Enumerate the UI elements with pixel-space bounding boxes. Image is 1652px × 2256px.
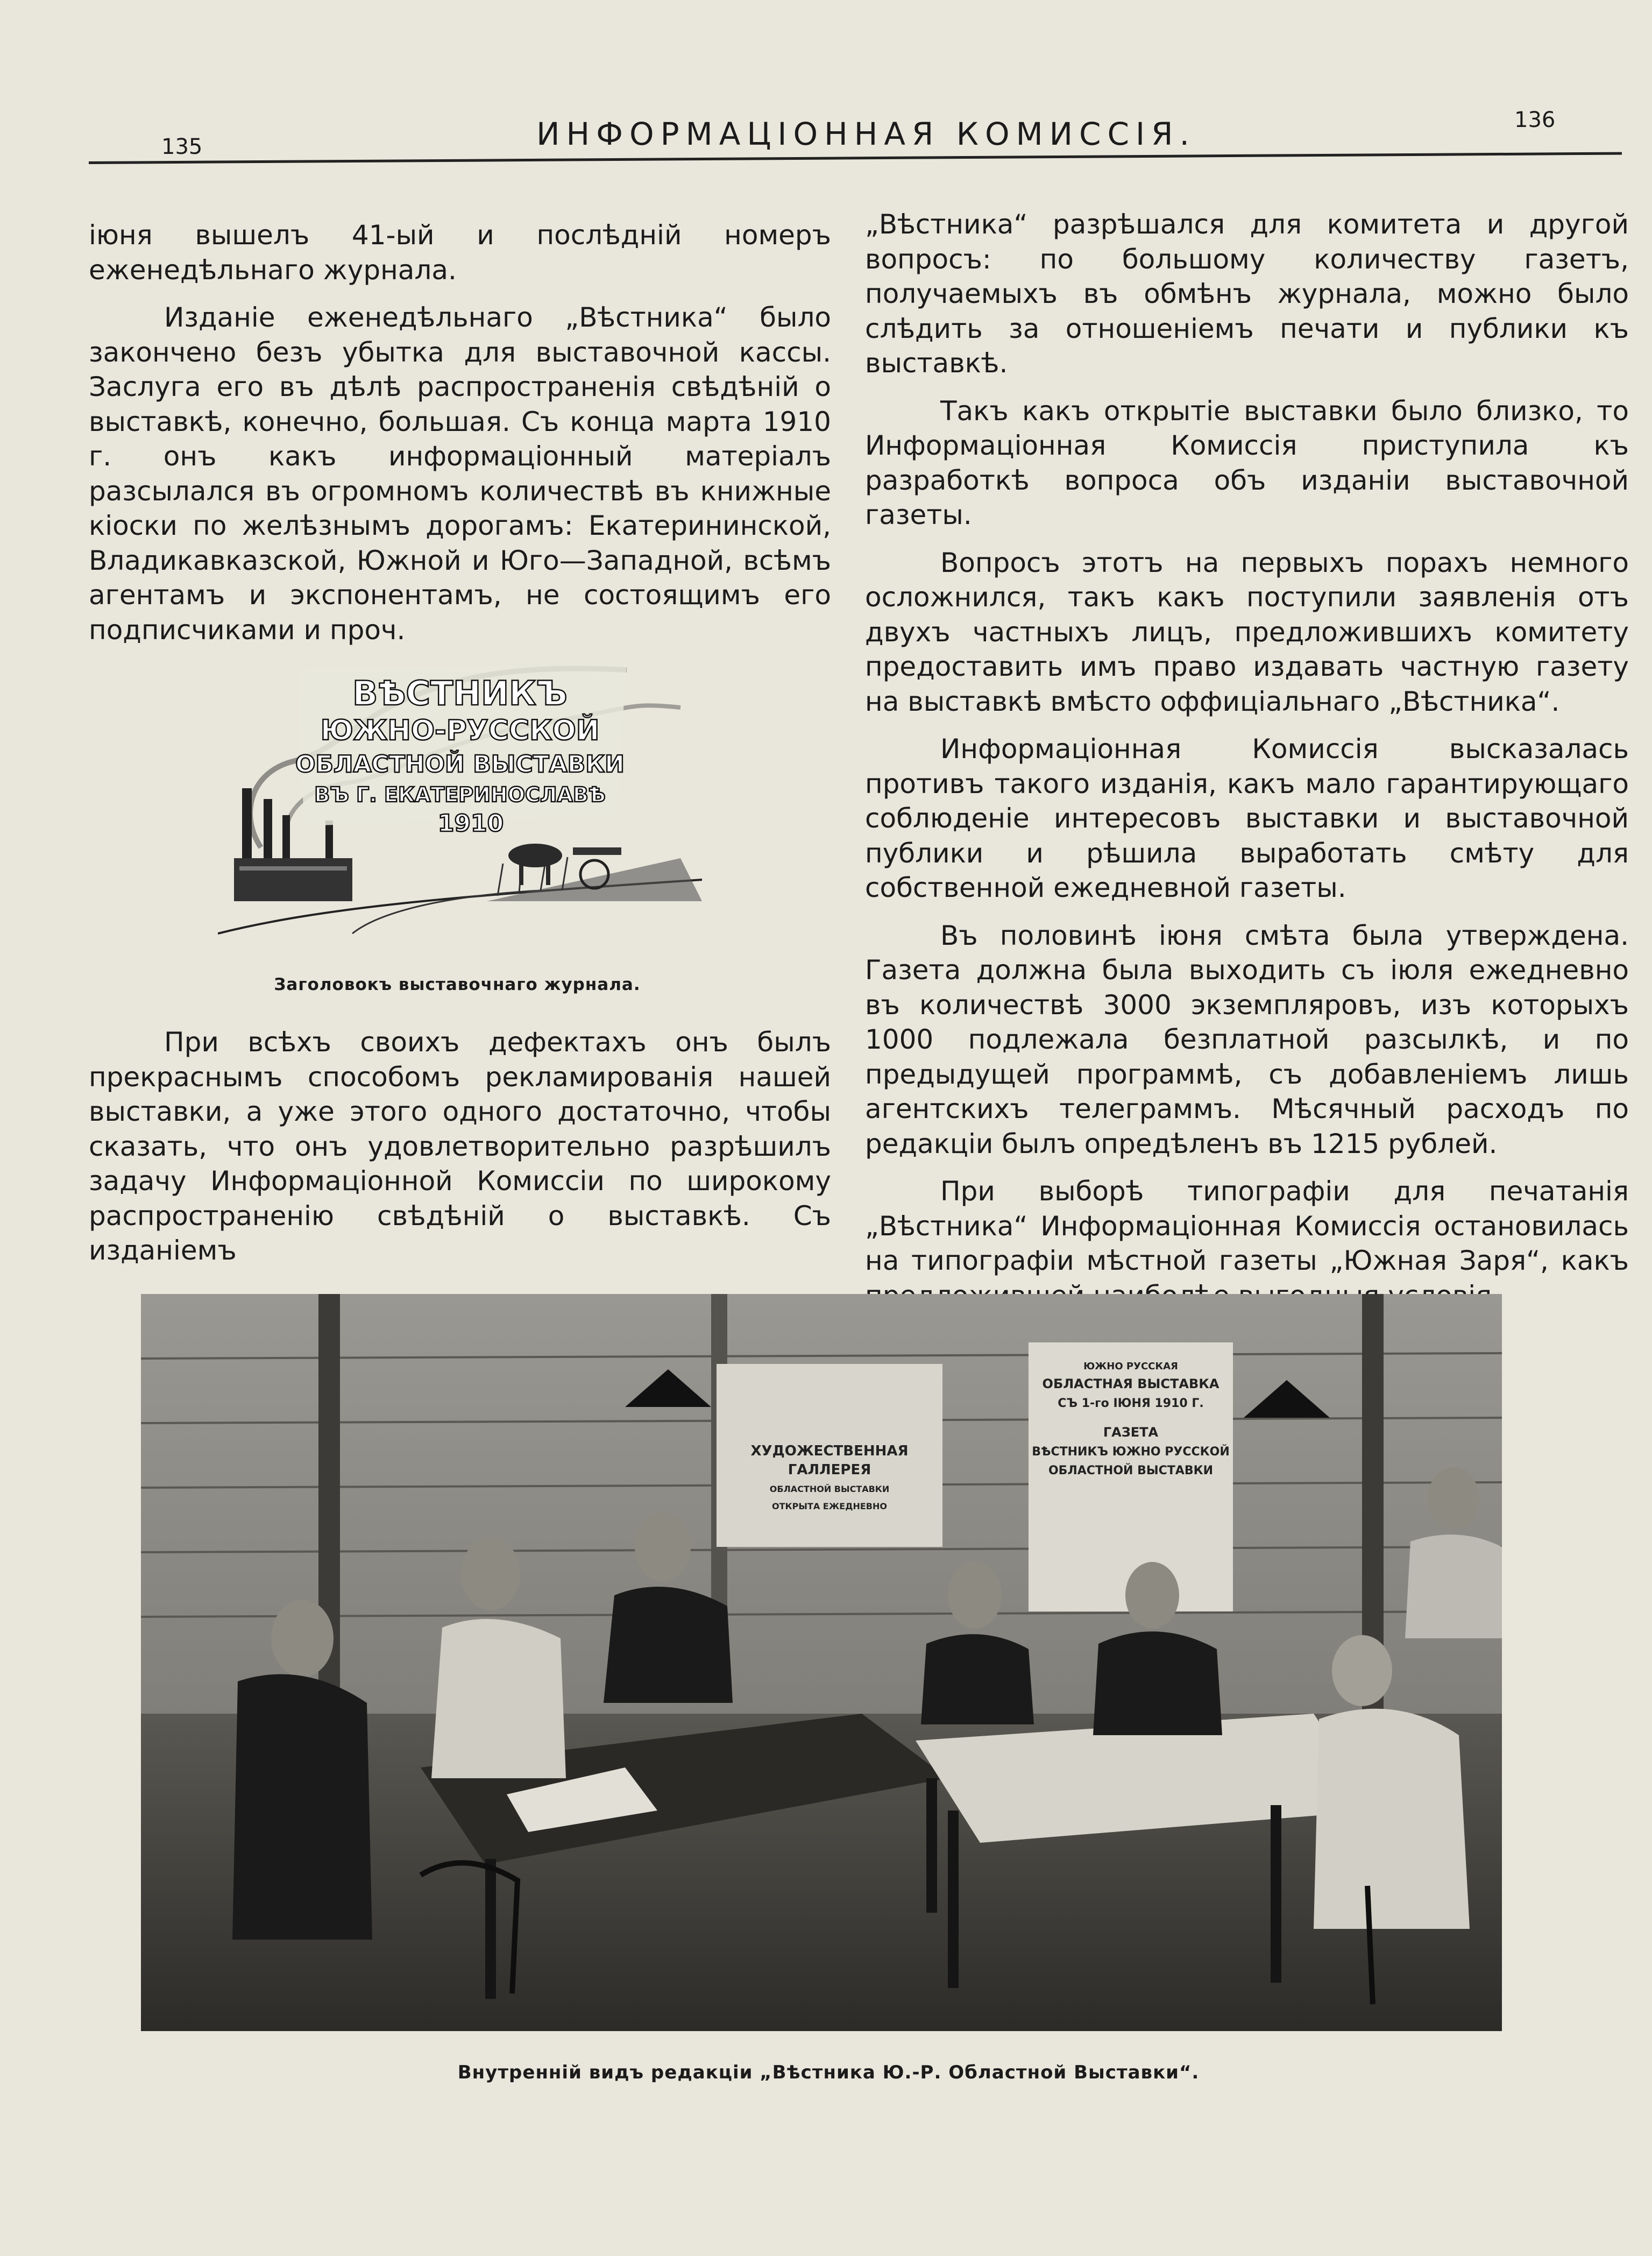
masthead-line: ВЪ Г. ЕКАТЕРИНОСЛАВѢ [314, 783, 606, 807]
masthead-caption: Заголовокъ выставочнаго журнала. [274, 975, 641, 994]
header-rule [89, 152, 1622, 164]
right-column [865, 207, 1629, 1313]
paragraph: При всѣхъ своихъ дефектахъ онъ былъ прекраснымъ способомъ рекламированія нашей выставки, а уже этого одного достаточно, чтобы сказать, что онъ удовлетворительно разрѣшилъ задачу Информаціонной Комиссіи по широкому распространенію свѣдѣній о выставкѣ. Съ изданіемъ [89, 1027, 831, 1266]
paragraph: Такъ какъ открытіе выставки было близко, то Информаціонная Комиссія приступила къ разработкѣ вопроса объ изданіи выставочной газеты. [865, 395, 1629, 531]
page-number-left: 135 [161, 135, 203, 159]
poster-line: ОБЛАСТНОЙ ВЫСТАВКИ [1048, 1464, 1214, 1477]
left-column-top [89, 218, 831, 647]
paragraph: При выборѣ типографіи для печатанія „Вѣстника“ Информаціонная Комиссія остановилась на типографіи мѣстной газеты „Южная Заря“, какъ [865, 1176, 1629, 1276]
paragraph: іюня вышелъ 41-ый и послѣдній номеръ еженедѣльнаго журнала. [89, 220, 831, 286]
paragraph: Информаціонная Комиссія высказалась противъ такого изданія, какъ мало гарантирующаго соблюденіе интересовъ выставки и выставочной публики и рѣшила выработать смѣту для собственной ежедневной газеты. [865, 733, 1629, 903]
masthead-line: ЮЖНО-РУССКОЙ [320, 715, 600, 747]
running-title: ИНФОРМАЦІОННАЯ КОМИССІЯ. [536, 116, 1196, 152]
office-photograph [141, 1294, 1502, 2031]
poster-line: ГАЛЛЕРЕЯ [788, 1462, 871, 1478]
photo-caption: Внутренній видъ редакціи „Вѣстника Ю.-Р. Областной Выставки“. [457, 2062, 1200, 2083]
poster-line: ВѢСТНИКЪ ЮЖНО РУССКОЙ [1032, 1445, 1230, 1459]
paragraph: Изданіе еженедѣльнаго „Вѣстника“ было закончено безъ убытка для выставочной кассы. Заслуга его въ дѣлѣ распространенія свѣдѣній о выставкѣ, конечно, большая. Съ конца марта 1910 г. онъ какъ информаціонный матеріалъ разсылался въ огромномъ количествѣ въ книжные кіоски по желѣзнымъ дорогамъ: Екатерининской, Владикавказской, Южной и Юго—Западной, всѣмъ агентамъ и экспонентамъ, не состоящимъ его подписчиками и проч. [89, 302, 831, 646]
poster-line: ОТКРЫТА ЕЖЕДНЕВНО [772, 1501, 887, 1511]
masthead-line: 1910 [437, 810, 504, 837]
masthead-line: ОБЛАСТНОЙ ВЫСТАВКИ [295, 751, 625, 778]
paragraph: Вопросъ этотъ на первыхъ порахъ немного осложнился, такъ какъ поступили заявленія отъ двухъ частныхъ лицъ, предложившихъ комитету предоставить имъ право издавать частную газету на выставкѣ вмѣсто оффиціальнаго „Вѣстника“. [865, 547, 1629, 717]
masthead-line: ВѢСТНИКЪ [352, 674, 568, 713]
left-column-bottom [89, 1025, 831, 1268]
paragraph: Въ половинѣ іюня смѣта была утверждена. Газета должна была выходить съ іюля ежедневно въ количествѣ 3000 экземпляровъ, изъ которыхъ 1000 подлежала безплатной разсылкѣ, и по предыдущей программѣ, съ добавленіемъ лишь агентскихъ телеграммъ. Мѣсячный расходъ по редакціи былъ опредѣленъ въ 1215 рублей. [865, 920, 1629, 1159]
poster-line: ХУДОЖЕСТВЕННАЯ [750, 1443, 909, 1459]
poster-line: СЪ 1-го ІЮНЯ 1910 Г. [1058, 1397, 1204, 1410]
paragraph: „Вѣстника“ разрѣшался для комитета и другой вопросъ: по большому количеству газетъ, получаемыхъ въ обмѣнъ журнала, можно было слѣдить за отношеніемъ печати и публики къ выставкѣ. [865, 209, 1629, 379]
poster-line: ГАЗЕТА [1103, 1425, 1159, 1440]
poster-line: ОБЛАСТНОЙ ВЫСТАВКИ [769, 1484, 890, 1494]
page-number-right: 136 [1514, 108, 1556, 132]
poster-line: ОБЛАСТНАЯ ВЫСТАВКА [1042, 1376, 1219, 1391]
poster-line: ЮЖНО РУССКАЯ [1083, 1361, 1178, 1372]
masthead-illustration [218, 654, 702, 939]
